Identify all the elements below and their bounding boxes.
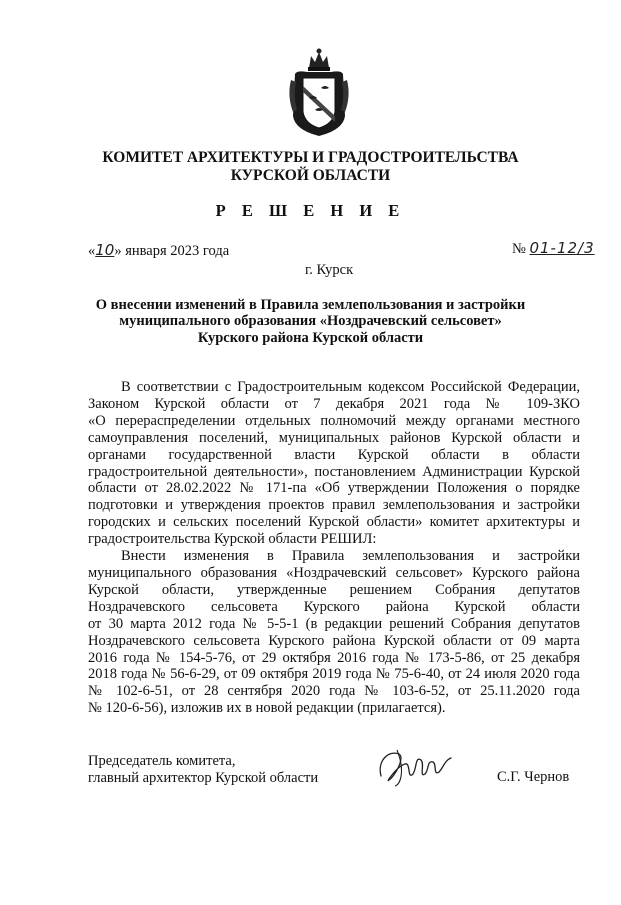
signatory-position [88,753,318,787]
body-line: подготовки и утверждения проектов правил землепользования и застройки [88,497,580,514]
city: г. Курск [305,262,354,278]
body-line: органами государственной власти Курской области в области [88,446,580,463]
body-line: самоуправления поселений, муниципальных районов Курской области и [88,429,580,446]
document-number [512,239,595,258]
body-line: градостроительной деятельности», постановлением Администрации Курской [88,463,580,480]
date-open-quote: « [88,243,96,259]
date-day: 10 [95,241,115,259]
body-line: от 30 марта 2012 года № 5-5-1 (в редакции решений Собрания депутатов [88,615,580,632]
subject-title-line3: Курского района Курской области [197,330,424,346]
committee-name-line1: КОМИТЕТ АРХИТЕКТУРЫ И ГРАДОСТРОИТЕЛЬСТВА [102,149,519,166]
decision-heading: Р Е Ш Е Н И Е [215,201,406,220]
body-line: Внести изменения в Правила землепользования и застройки [121,548,580,565]
number-prefix: № [512,241,530,257]
number-value: 01-12/3 [529,239,595,257]
document-body [88,379,580,717]
body-line: Курской области, утвержденные решением Собрания депутатов [88,581,580,598]
body-line: Ноздрачевского сельсовета Курского района Курской области от 09 марта [88,632,580,649]
signature-graphic [375,746,460,788]
body-line: № 120-6-56), изложив их в новой редакции (прилагается). [88,700,446,717]
body-line: городских и сельских поселений Курской области» комитет архитектуры и [88,514,580,531]
body-line: № 102-6-51, от 28 сентября 2020 года № 103-6-52, от 25.11.2020 года [88,683,580,700]
signatory-name: С.Г. Чернов [497,769,570,785]
body-line: градостроительства Курской области РЕШИЛ: [88,531,377,548]
subject-title-line1: О внесении изменений в Правила землепользования и застройки [95,297,526,313]
signatory-position-line2: главный архитектор Курской области [88,770,319,786]
committee-name-line2: КУРСКОЙ ОБЛАСТИ [230,167,391,184]
body-line: Законом Курской области от 7 декабря 2021 года № 109-ЗКО [88,395,580,412]
body-line: 2016 года № 154-5-76, от 29 октября 2016 года № 173-5-86, от 25 декабря [88,649,580,666]
signatory-position-line1: Председатель комитета, [88,753,236,769]
subject-title-line2: муниципального образования «Ноздрачевский сельсовет» [119,313,502,329]
body-line: области от 28.02.2022 № 171-па «Об утверждении Положения о порядке [88,480,580,497]
coat-of-arms-icon [287,46,351,138]
document-date [88,241,229,260]
date-rest: » января 2023 года [114,243,230,259]
body-line: 2018 года № 56-6-29, от 09 октября 2019 года № 75-6-40, от 24 июля 2020 года [88,666,580,683]
body-line: «О перераспределении отдельных полномочий между органами местного [88,412,580,429]
body-line: муниципального образования «Ноздрачевский сельсовет» Курского района [88,564,580,581]
body-line: В соответствии с Градостроительным кодексом Российской Федерации, [121,379,580,395]
body-line: Ноздрачевского сельсовета Курского района Курской области [88,598,580,615]
